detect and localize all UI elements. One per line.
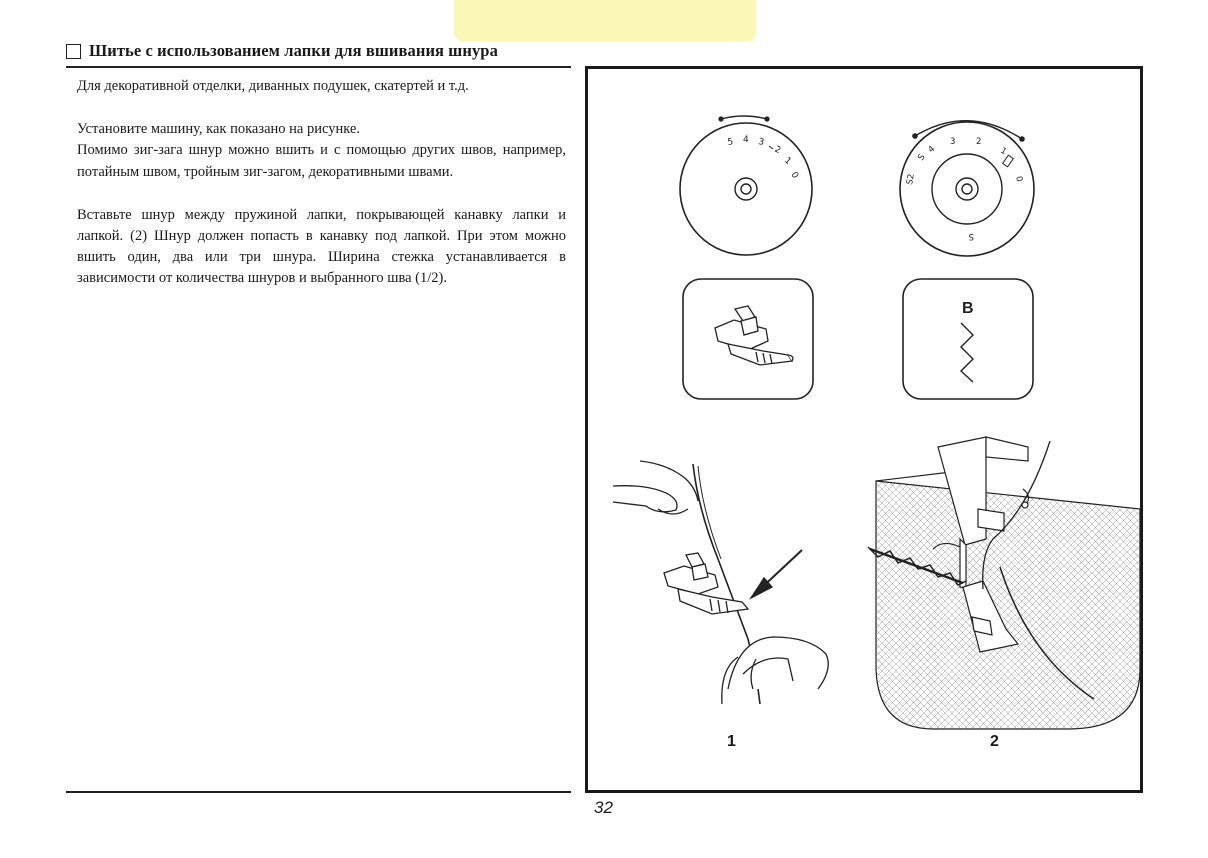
- dial-left-label: 3: [757, 137, 765, 148]
- dial-left-label: 0: [788, 170, 800, 181]
- page-number: 32: [594, 798, 613, 817]
- dial-right-label: 1: [998, 145, 1009, 158]
- figure-panel: [585, 66, 1143, 793]
- caption-1: 1: [727, 733, 736, 750]
- dial-right-label: 4: [926, 144, 938, 156]
- dial-right-label: 2: [976, 137, 982, 147]
- body-text: [77, 76, 566, 312]
- width-dial-left: [680, 116, 812, 255]
- caption-2: 2: [990, 733, 999, 750]
- length-dial-right: [900, 121, 1034, 256]
- section-title: Шитье с использованием лапки для вшивания шнура: [89, 41, 498, 60]
- paragraph-3: Вставьте шнур между пружиной лапки, покрывающей канавку лапки и лапкой. (2) Шнур должен попасть в канавку под лапкой. При этом можно вшить один, два или три шнура. Ширина стежка устанавливается в зависимости от количества шнуров и выбранного шва (1/2).: [77, 206, 566, 287]
- paragraph-1: Для декоративной отделки, диванных подушек, скатертей и т.д.: [77, 78, 469, 94]
- dial-left-label: 4: [743, 135, 749, 145]
- dial-left-label: 2: [772, 144, 783, 157]
- illustration-2-sewing-cord: [868, 437, 1140, 729]
- section-heading: [66, 40, 498, 62]
- dial-right-label: S2: [905, 173, 917, 186]
- stitch-letter: B: [962, 300, 974, 317]
- checkbox-square-icon: [66, 44, 81, 59]
- paragraph-2a: Установите машину, как показано на рисунке.: [77, 121, 360, 138]
- dial-right-label: 3: [950, 137, 956, 147]
- header-tab: [454, 0, 756, 41]
- illustration-1-threading-cord: [613, 461, 828, 704]
- top-rule: [66, 66, 571, 68]
- dial-left-label: 5: [726, 137, 735, 148]
- stitch-pattern-box: [903, 279, 1033, 399]
- figure-illustration: [588, 69, 1140, 790]
- dial-left-label: 1: [782, 155, 793, 167]
- paragraph-2b: Помимо зиг-зага шнур можно вшить и с помощью других швов, например, потайным швом, тройным зиг-загом, декоративными швами.: [77, 142, 566, 180]
- presser-foot-box: [683, 279, 813, 399]
- bottom-rule: [66, 791, 571, 793]
- dial-right-label: S: [968, 231, 974, 241]
- dial-right-label: S: [916, 152, 928, 163]
- dial-right-label: 0: [1013, 175, 1025, 184]
